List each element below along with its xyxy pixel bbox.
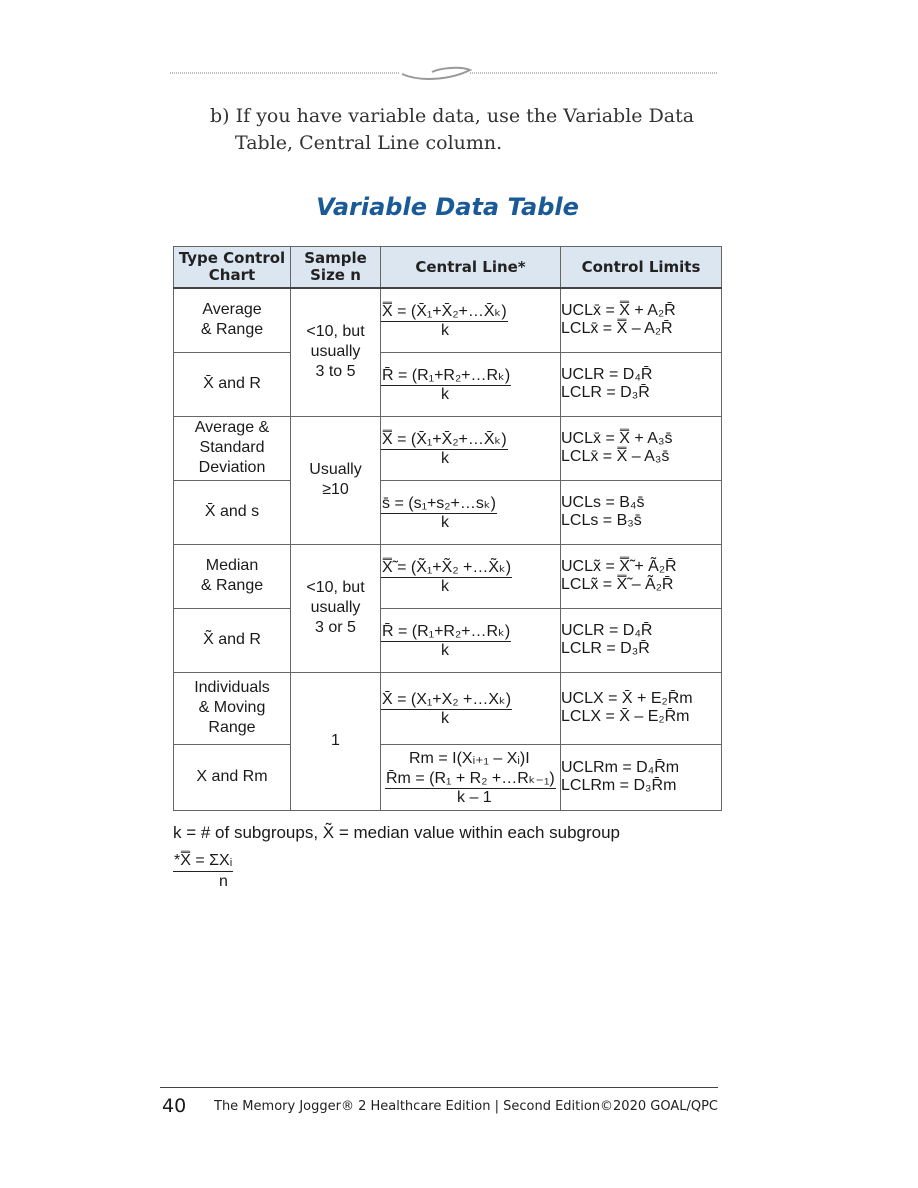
chart-type: X̄ and s: [174, 480, 291, 544]
header-size: [291, 247, 381, 289]
lcl-formula: LCLR = D₃R̄: [561, 384, 650, 401]
chart-type-line: Range: [208, 719, 256, 736]
formula-denominator: k: [441, 709, 449, 727]
central-line-formula: [381, 608, 561, 672]
sample-size: 1: [291, 672, 381, 810]
chart-type-line: Deviation: [198, 459, 266, 476]
intro-line-2: Table, Central Line column.: [235, 132, 503, 154]
central-line-formula: [381, 744, 561, 810]
sample-size: [291, 416, 381, 544]
ucl-formula: UCLR = D₄R̄: [561, 622, 653, 639]
control-limits: [561, 608, 722, 672]
formula-numerator: s̄ = (s₁+s₂+…sₖ): [382, 494, 496, 512]
control-limits: [561, 352, 722, 416]
formula-numerator: R̄ = (R₁+R₂+…Rₖ): [382, 622, 511, 640]
chart-type: X̄ and R: [174, 352, 291, 416]
sample-size: [291, 544, 381, 672]
header-type-line2: Chart: [208, 266, 256, 284]
header-control-limits: Control Limits: [561, 247, 722, 289]
formula-denominator: k: [441, 449, 449, 467]
page-number: 40: [162, 1095, 187, 1117]
ucl-formula: UCLx̃ = X̿̃ + Ã₂R̄: [561, 558, 677, 575]
central-line-formula: [381, 480, 561, 544]
chart-type: [174, 416, 291, 480]
ucl-formula: UCLX = X̄ + E₂R̄m: [561, 690, 693, 707]
chart-type-line: Average: [202, 301, 262, 319]
table-title: Variable Data Table: [316, 193, 579, 221]
formula-numerator: R̄m = (R₁ + R₂ +…Rₖ₋₁): [386, 769, 555, 787]
intro-line-1: b) If you have variable data, use the Variable Data: [210, 105, 695, 127]
footnote-numerator: *X̿ = ΣXᵢ: [173, 851, 233, 872]
table-row: [174, 352, 722, 416]
intro-text: [210, 103, 730, 157]
lcl-formula: LCLRm = D₃R̄m: [561, 777, 677, 794]
sample-size-line: usually: [310, 599, 361, 616]
chart-type: X and Rm: [174, 744, 291, 810]
sample-size-line: 3 to 5: [315, 363, 356, 381]
central-line-formula: [381, 416, 561, 480]
table-row: [174, 416, 722, 480]
ucl-formula: UCLRm = D₄R̄m: [561, 759, 680, 776]
lcl-formula: LCLx̄ = X̿ – A₃s̄: [561, 448, 670, 465]
formula-numerator: R̄ = (R₁+R₂+…Rₖ): [382, 366, 511, 384]
header-ornament: [170, 62, 718, 84]
sample-size: [291, 288, 381, 416]
footnote-grand-mean: [173, 851, 233, 892]
central-line-formula: [381, 352, 561, 416]
formula-denominator: k: [441, 641, 449, 659]
table-row: [174, 672, 722, 744]
ucl-formula: UCLx̄ = X̿ + A₃s̄: [561, 430, 673, 447]
sample-size-line: 3 or 5: [315, 619, 356, 636]
chart-type: [174, 544, 291, 608]
copyright: ©2020 GOAL/QPC: [600, 1099, 718, 1114]
central-line-formula: [381, 672, 561, 744]
chart-type-line: Standard: [199, 439, 265, 456]
formula-moving-range: Rm = I(Xᵢ₊₁ – Xᵢ)I: [409, 749, 530, 767]
book-title: The Memory Jogger® 2 Healthcare Edition | Second Edition: [214, 1099, 601, 1114]
chart-type: [174, 288, 291, 352]
header-type: [174, 247, 291, 289]
lcl-formula: LCLX = X̄ – E₂R̄m: [561, 708, 690, 725]
chart-type-line: Individuals: [194, 679, 270, 696]
ucl-formula: UCLx̄ = X̿ + A₂R̄: [561, 302, 676, 320]
chart-type-line: & Range: [200, 577, 264, 594]
table-row: [174, 544, 722, 608]
variable-data-table: [173, 246, 722, 811]
formula-denominator: k: [441, 385, 449, 403]
chart-type-line: & Moving: [198, 699, 266, 716]
formula-denominator: k – 1: [457, 788, 492, 806]
central-line-formula: [381, 288, 561, 352]
formula-denominator: k: [441, 321, 449, 339]
table-row: [174, 608, 722, 672]
formula-denominator: k: [441, 513, 449, 531]
formula-numerator: X̿ = (X̄₁+X̄₂+…X̄ₖ): [382, 430, 507, 448]
ucl-formula: UCLs = B₄s̄: [561, 494, 645, 511]
table-row: [174, 744, 722, 810]
control-limits: [561, 480, 722, 544]
lcl-formula: LCLR = D₃R̄: [561, 640, 650, 657]
control-limits: [561, 544, 722, 608]
sample-size-line: usually: [310, 343, 361, 361]
sample-size-line: <10, but: [306, 323, 365, 341]
sample-size-line: Usually: [309, 461, 362, 478]
header-size-line1: Sample: [304, 249, 367, 267]
sample-size-line: ≥10: [322, 481, 349, 498]
chart-type: X̃ and R: [174, 608, 291, 672]
formula-numerator: X̄ = (X₁+X₂ +…Xₖ): [382, 690, 512, 708]
formula-numerator: X̿ = (X̄₁+X̄₂+…X̄ₖ): [382, 302, 507, 320]
formula-denominator: k: [441, 577, 449, 595]
footnote-denominator: n: [219, 873, 228, 890]
sample-size-line: <10, but: [306, 579, 365, 596]
ucl-formula: UCLR = D₄R̄: [561, 366, 653, 383]
control-limits: [561, 744, 722, 810]
chart-type-line: Median: [205, 557, 259, 574]
header-size-line2: Size n: [310, 266, 361, 284]
chart-type: [174, 672, 291, 744]
chart-type-line: & Range: [200, 321, 264, 339]
central-line-formula: [381, 544, 561, 608]
footer-divider: [160, 1087, 718, 1088]
lcl-formula: LCLx̄ = X̿ – A₂R̄: [561, 320, 673, 338]
control-limits: [561, 416, 722, 480]
chart-type-line: Average &: [194, 419, 270, 436]
table-header-row: [174, 247, 722, 289]
control-limits: [561, 672, 722, 744]
control-limits: [561, 288, 722, 352]
formula-numerator: X̿̃ = (X̃₁+X̃₂ +…X̃ₖ): [382, 558, 512, 576]
table-row: [174, 480, 722, 544]
lcl-formula: LCLx̃ = X̿̃ – Ã₂R̄: [561, 576, 674, 593]
footnote-definitions: k = # of subgroups, X̃ = median value within each subgroup: [173, 823, 621, 842]
header-central-line: Central Line*: [381, 247, 561, 289]
table-row: [174, 288, 722, 352]
lcl-formula: LCLs = B₃s̄: [561, 512, 642, 529]
header-type-line1: Type Control: [178, 249, 286, 267]
